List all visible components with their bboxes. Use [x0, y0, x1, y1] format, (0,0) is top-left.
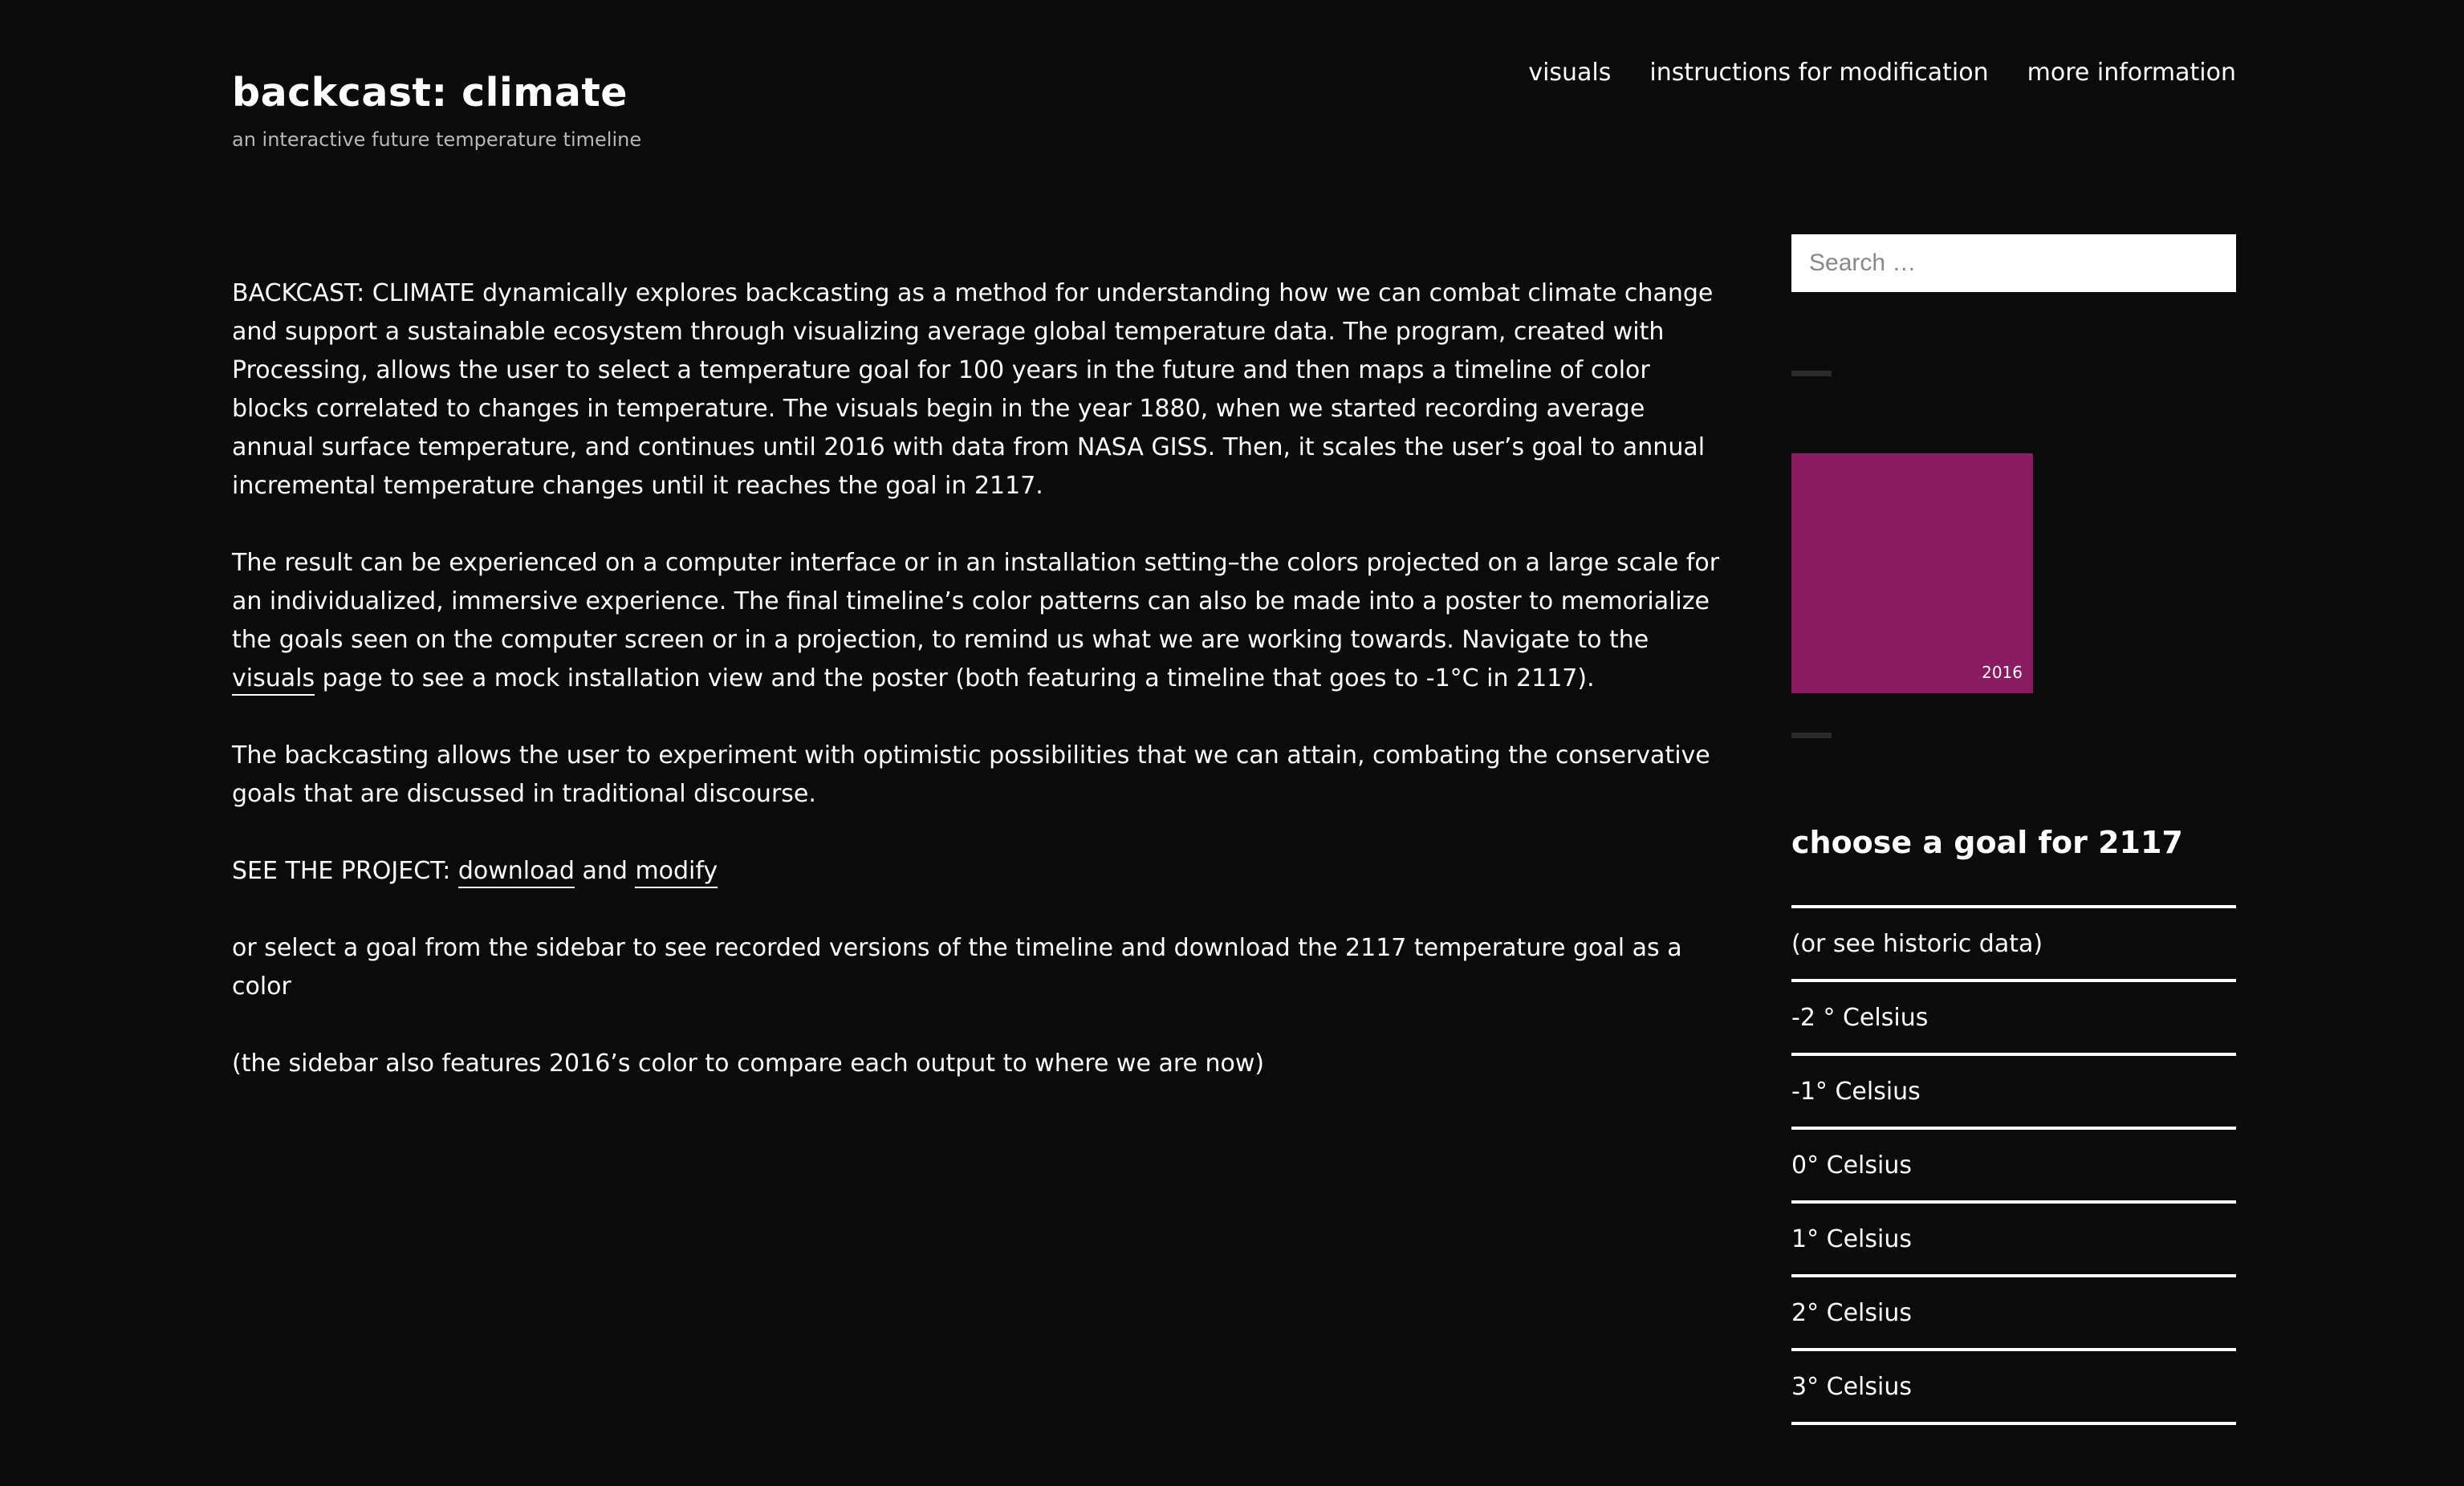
result-text-before: The result can be experienced on a computer interface or in an installation setting–the colors projected on a large scale for an individualized, immersive experience. The final timeline’s color patterns can also be made into a poster to memorialize the goals seen on the computer screen or in a projection, to remind us what we are working towards. Navigate to the: [232, 549, 1720, 654]
list-item: [1791, 1277, 2236, 1351]
site-tagline: an interactive future temperature timeline: [232, 128, 642, 151]
current-color-swatch: [1791, 453, 2033, 693]
list-item: [1791, 1130, 2236, 1204]
backcasting-paragraph: The backcasting allows the user to experiment with optimistic possibilities that we can attain, combating the conservative goals that are discussed in traditional discourse.: [232, 741, 1710, 808]
intro-paragraph: BACKCAST: CLIMATE dynamically explores backcasting as a method for understanding how we can combat climate change and support a sustainable ecosystem through visualizing average global temperature data. The program, created with Processing, allows the user to select a temperature goal for 100 years in the future and then maps a timeline of color blocks correlated to changes in temperature. The visuals begin in the year 1880, when we started recording average annual surface temperature, and continues until 2016 with data from NASA GISS. Then, it scales the user’s goal to annual incremental temperature changes until it reaches the goal in 2117.: [232, 279, 1714, 500]
result-paragraph: [232, 544, 1722, 698]
site-title[interactable]: [232, 67, 641, 119]
and-text: and: [574, 857, 636, 885]
swatch-year-label: 2016: [1982, 663, 2023, 682]
search-form: [1791, 234, 2236, 292]
list-item: [1791, 908, 2236, 982]
nav-instructions-for-modification[interactable]: instructions for modification: [1649, 59, 1989, 87]
main-navigation: [1528, 56, 2236, 90]
goal-link-3[interactable]: 3° Celsius: [1791, 1372, 1912, 1401]
goal-link-0[interactable]: 0° Celsius: [1791, 1151, 1912, 1179]
widget-divider: [1791, 371, 1832, 376]
search-input[interactable]: [1791, 234, 2236, 292]
site-branding: [232, 67, 641, 152]
goal-link-historic[interactable]: (or see historic data): [1791, 929, 2043, 958]
list-item: [1791, 1204, 2236, 1277]
widget-divider: [1791, 733, 1832, 738]
main-content: [232, 274, 1722, 1122]
nav-more-information[interactable]: more information: [2027, 59, 2236, 87]
see-project-paragraph: [232, 852, 1722, 891]
goal-link-minus-1[interactable]: -1° Celsius: [1791, 1077, 1921, 1106]
goal-list: [1791, 905, 2236, 1425]
see-project-label: SEE THE PROJECT:: [232, 857, 458, 885]
list-item: [1791, 1351, 2236, 1425]
goal-link-2[interactable]: 2° Celsius: [1791, 1298, 1912, 1327]
visuals-link[interactable]: visuals: [232, 664, 315, 696]
sidebar: [1791, 234, 2236, 1425]
download-link[interactable]: download: [458, 857, 575, 888]
list-item: [1791, 1056, 2236, 1130]
list-item: [1791, 982, 2236, 1056]
select-goal-paragraph: or select a goal from the sidebar to see recorded versions of the timeline and download the 2117 temperature goal as a color: [232, 934, 1682, 1001]
sidebar-note-paragraph: (the sidebar also features 2016’s color to compare each output to where we are now): [232, 1050, 1265, 1078]
goal-link-minus-2[interactable]: -2 ° Celsius: [1791, 1003, 1929, 1032]
goal-widget-title: choose a goal for 2117: [1791, 825, 2183, 860]
modify-link[interactable]: modify: [635, 857, 718, 888]
goal-link-1[interactable]: 1° Celsius: [1791, 1224, 1912, 1253]
site-title-link[interactable]: backcast: climate: [232, 70, 628, 116]
result-text-after: page to see a mock installation view and the poster (both featuring a timeline that goes to -1°C in 2117).: [315, 664, 1595, 692]
nav-visuals[interactable]: visuals: [1528, 59, 1612, 87]
